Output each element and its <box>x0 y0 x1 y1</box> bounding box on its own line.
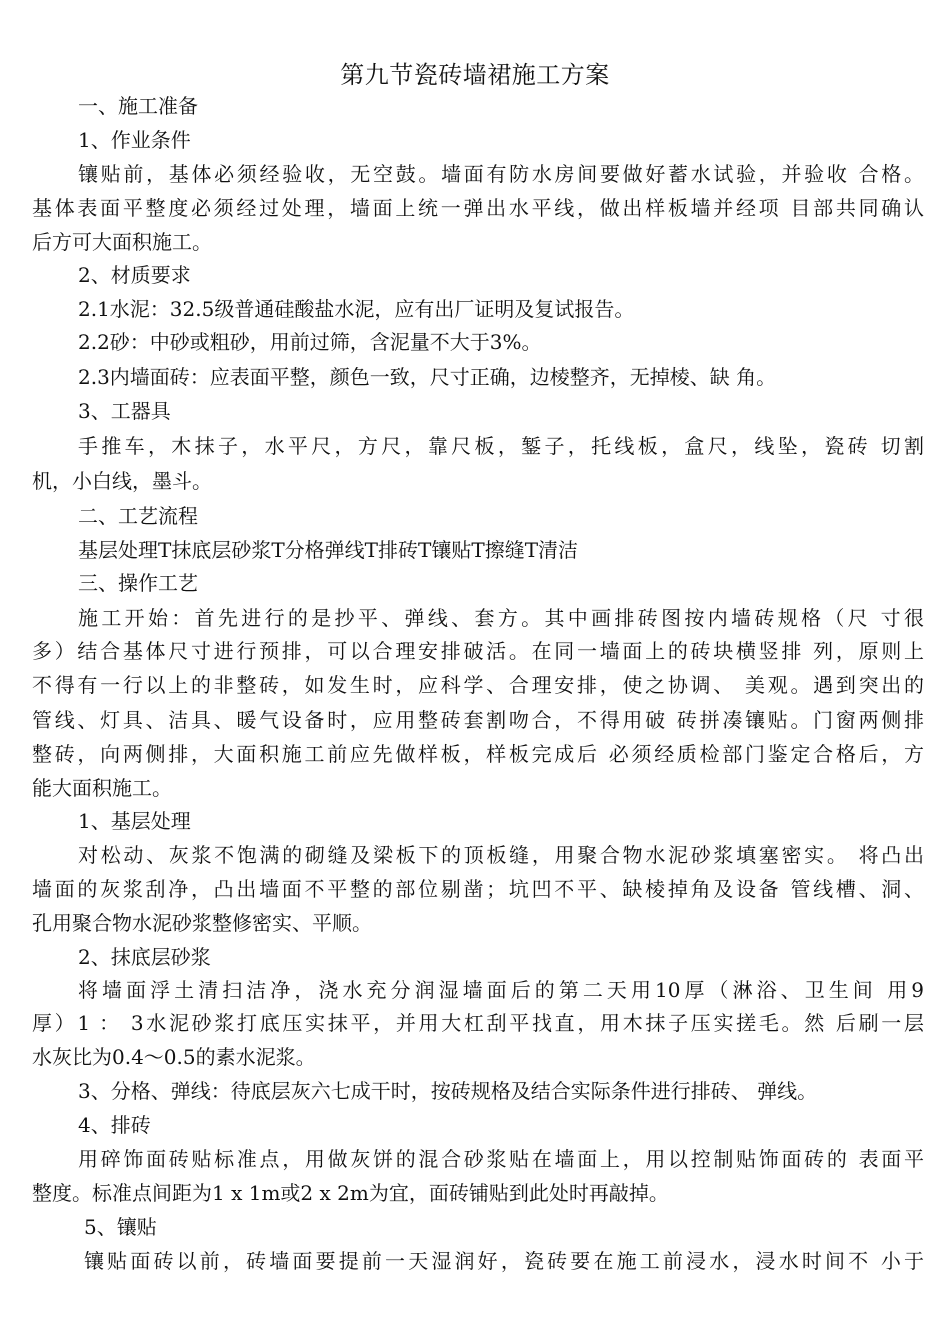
paragraph-line: 多）结合基体尺寸进行预排，可以合理安排破活。在同一墙面上的砖块横竖排 列，原则上 <box>32 639 924 663</box>
paragraph-line: 墙面的灰浆刮净，凸出墙面不平整的部位剔凿；坑凹不平、缺棱掉角及设备 管线槽、洞、 <box>32 877 924 901</box>
paragraph-line: 能大面积施工。 <box>32 776 172 800</box>
subheading-base-treatment: 1、基层处理 <box>78 809 191 833</box>
paragraph-line: 基体表面平整度必须经过处理，墙面上统一弹出水平线，做出样板墙并经项 目部共同确认 <box>32 196 924 220</box>
paragraph-line: 整度。标准点间距为1 x 1m或2 x 2m为宜，面砖铺贴到此处时再敲掉。 <box>32 1181 669 1205</box>
paragraph-line: 2.3内墙面砖：应表面平整，颜色一致，尺寸正确，边棱整齐，无掉棱、缺 角。 <box>78 365 777 389</box>
paragraph-line: 手推车，木抹子，水平尺，方尺，靠尺板，錾子，托线板，盒尺，线坠，瓷砖 切割 <box>78 434 924 458</box>
paragraph-line: 基层处理T抹底层砂浆T分格弹线T排砖T镶贴T擦缝T清洁 <box>78 538 579 562</box>
subheading-work-conditions: 1、作业条件 <box>78 128 191 152</box>
paragraph-line: 水灰比为0.4〜0.5的素水泥浆。 <box>32 1045 316 1069</box>
paragraph-line: 对松动、灰浆不饱满的砌缝及梁板下的顶板缝，用聚合物水泥砂浆填塞密实。 将凸出 <box>78 843 924 867</box>
subheading-tiling: 5、镶贴 <box>84 1215 157 1239</box>
subheading-material-requirements: 2、材质要求 <box>78 263 191 287</box>
paragraph-line: 后方可大面积施工。 <box>32 230 212 254</box>
paragraph-line: 管线、灯具、洁具、暖气设备时，应用整砖套割吻合，不得用破 砖拼凑镶贴。门窗两侧排 <box>32 708 924 732</box>
paragraph-line: 整砖，向两侧排，大面积施工前应先做样板，样板完成后 必须经质检部门鉴定合格后，方 <box>32 742 924 766</box>
paragraph-line: 机，小白线，墨斗。 <box>32 469 212 493</box>
heading-construction-prep: 一、施工准备 <box>78 94 198 118</box>
subheading-tools: 3、工器具 <box>78 399 171 423</box>
paragraph-line: 3、分格、弹线：待底层灰六七成干时，按砖规格及结合实际条件进行排砖、 弹线。 <box>78 1079 818 1103</box>
paragraph-line: 施工开始：首先进行的是抄平、弹线、套方。其中画排砖图按内墙砖规格（尺 寸很 <box>78 606 924 630</box>
paragraph-line: 厚）1 ： 3水泥砂浆打底压实抹平，并用大杠刮平找直，用木抹子压实搓毛。然 后刷一层 <box>32 1011 924 1035</box>
paragraph-line: 镶贴前，基体必须经验收，无空鼓。墙面有防水房间要做好蓄水试验，并验收 合格。 <box>78 162 924 186</box>
paragraph-line: 孔用聚合物水泥砂浆整修密实、平顺。 <box>32 911 372 935</box>
heading-process-flow: 二、工艺流程 <box>78 504 198 528</box>
subheading-base-mortar: 2、抹底层砂浆 <box>78 945 211 969</box>
paragraph-line: 用碎饰面砖贴标准点，用做灰饼的混合砂浆贴在墙面上，用以控制贴饰面砖的 表面平 <box>78 1147 924 1171</box>
paragraph-line: 将墙面浮土清扫洁净，浇水充分润湿墙面后的第二天用10厚（淋浴、卫生间 用9 <box>78 978 924 1002</box>
paragraph-line: 2.2砂：中砂或粗砂，用前过筛，含泥量不大于3%。 <box>78 330 542 354</box>
heading-operation-process: 三、操作工艺 <box>78 571 198 595</box>
paragraph-line: 不得有一行以上的非整砖，如发生时，应科学、合理安排，使之协调、 美观。遇到突出的 <box>32 673 924 697</box>
document-title: 第九节瓷砖墙裙施工方案 <box>340 61 610 89</box>
paragraph-line: 2.1水泥：32.5级普通硅酸盐水泥，应有出厂证明及复试报告。 <box>78 297 635 321</box>
subheading-tile-layout: 4、排砖 <box>78 1113 151 1137</box>
paragraph-line: 镶贴面砖以前，砖墙面要提前一天湿润好，瓷砖要在施工前浸水，浸水时间不 小于 <box>84 1249 924 1273</box>
